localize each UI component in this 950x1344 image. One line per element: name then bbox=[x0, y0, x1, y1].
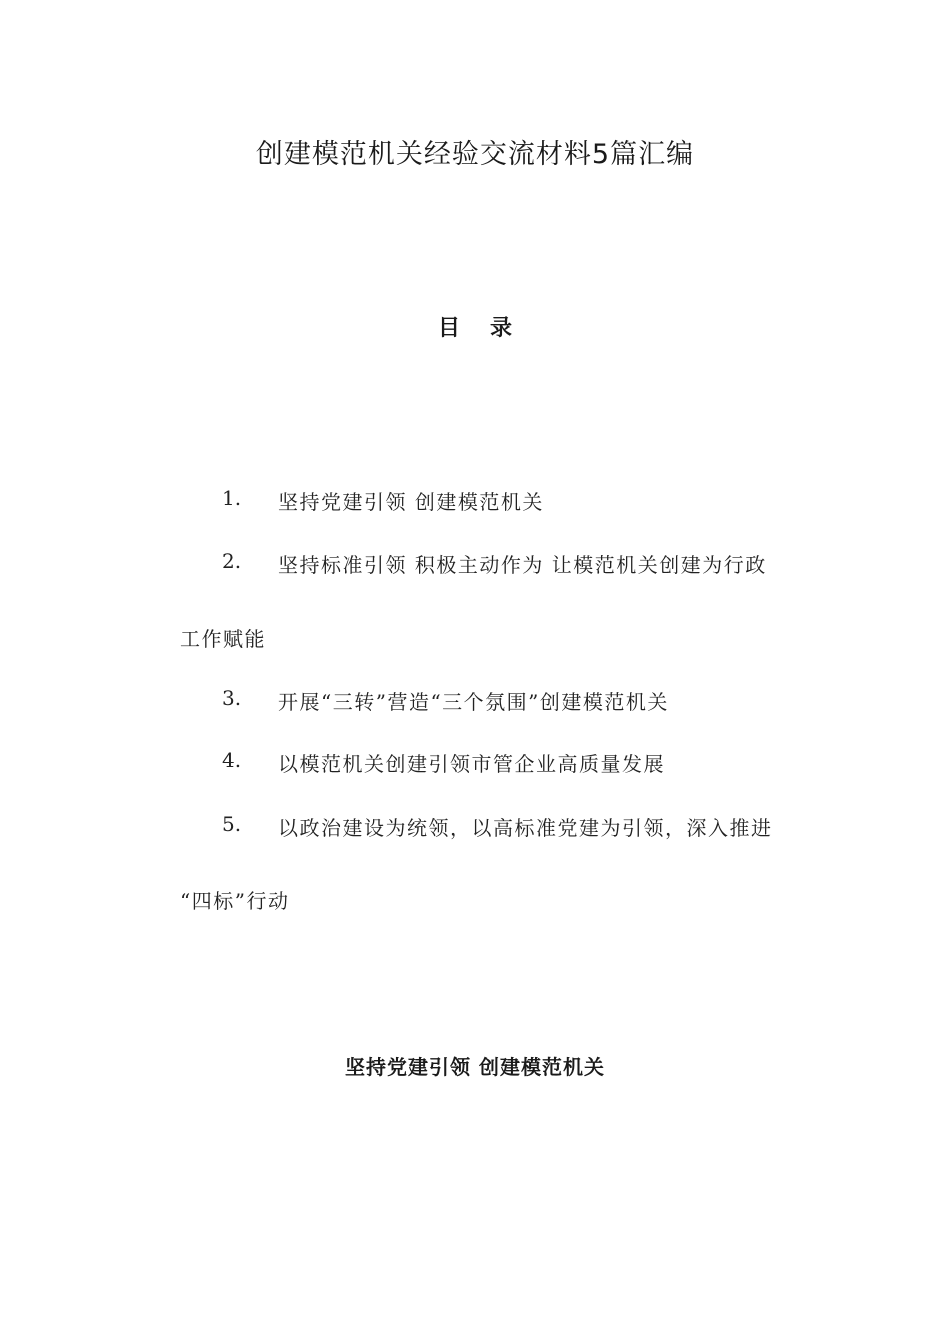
toc-item-number: 2. bbox=[222, 549, 242, 573]
document-title: 创建模范机关经验交流材料5篇汇编 bbox=[255, 139, 695, 170]
toc-item-text-continuation: “四标”行动 bbox=[180, 889, 290, 913]
toc-item-text: 坚持标准引领 积极主动作为 让模范机关创建为行政 bbox=[278, 553, 767, 577]
toc-item-number: 5. bbox=[222, 812, 242, 836]
toc-item-text: 以模范机关创建引领市管企业高质量发展 bbox=[278, 752, 665, 776]
toc-item-text: 开展“三转”营造“三个氛围”创建模范机关 bbox=[278, 690, 669, 714]
section-title: 坚持党建引领 创建模范机关 bbox=[345, 1055, 605, 1079]
toc-item-number: 1. bbox=[222, 486, 242, 510]
toc-item-text: 坚持党建引领 创建模范机关 bbox=[278, 490, 544, 514]
toc-item-text: 以政治建设为统领，以高标准党建为引领，深入推进 bbox=[278, 816, 773, 840]
toc-item-number: 4. bbox=[222, 748, 242, 772]
toc-heading: 目录 bbox=[437, 315, 542, 341]
toc-item-text-continuation: 工作赋能 bbox=[180, 627, 266, 651]
toc-item-number: 3. bbox=[222, 686, 242, 710]
